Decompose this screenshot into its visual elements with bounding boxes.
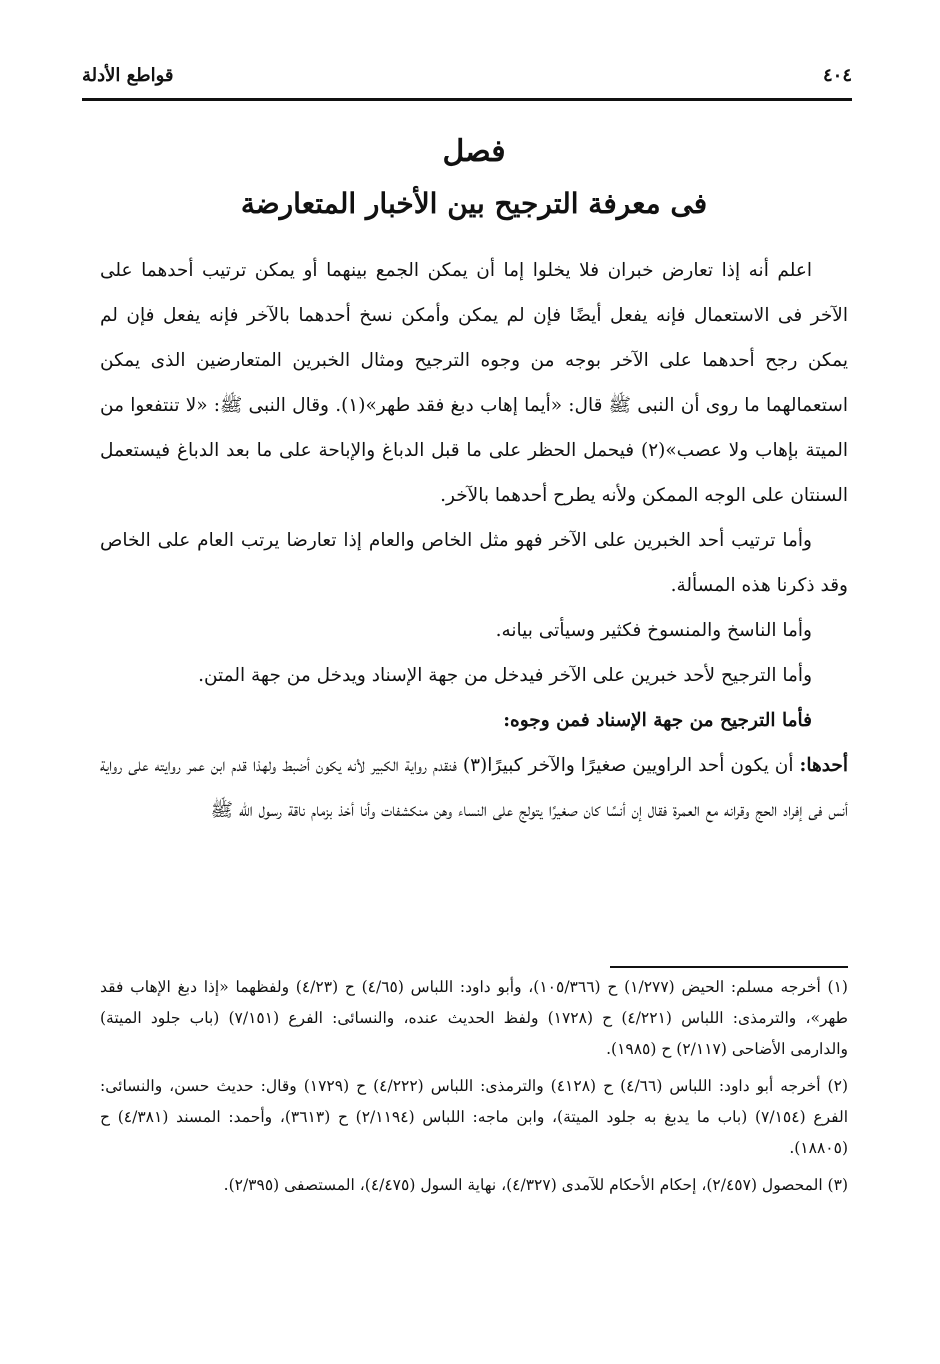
section-subtitle: فى معرفة الترجيح بين الأخبار المتعارضة: [240, 187, 708, 220]
footnote-2: (٢) أخرجه أبو داود: اللباس (٤/٦٦) ح (٤١٢٨) والترمذى: اللباس (٤/٢٢٢) ح (١٧٢٩) وقال: حديث حسن، والنسائى: الفرع (٧/١٥٤) (باب ما يدبغ به جلود الميتة)، وابن ماجه: اللباس (٢/١١٩٤) ح (٣٦١٣)، وأحمد: المسند (٤/٣٨١) ح (١٨٨٠٥).: [100, 1077, 848, 1157]
paragraph-3: وأما الناسخ والمنسوخ فكثير وسيأتى بيانه.: [495, 620, 812, 641]
first-point-text: أن يكون أحد الراويين صغيرًا والآخر كبيرًا(٣) فنقدم رواية الكبير لأنه يكون أضبط ولهذا قدم ابن عمر روايته على رواية أنس فى إفراد الحج وقرانه مع العمرة فقال إن أنسًا كان صغيرًا يتولج على النساء وهن منكشفات وأنا أخذ بزمام ناقة رسول الله ﷺ: [100, 755, 848, 821]
paragraph-4: وأما الترجيح لأحد خبرين على الآخر فيدخل من جهة الإسناد ويدخل من جهة المتن.: [198, 665, 812, 686]
header-rule: [82, 98, 852, 101]
footnote-separator: [610, 966, 848, 968]
book-title: قواطع الأدلة: [82, 64, 174, 86]
footnotes: [100, 972, 848, 1207]
isnad-heading: فأما الترجيح من جهة الإسناد فمن وجوه:: [503, 710, 812, 731]
first-point-lead: أحدها:: [799, 755, 848, 776]
section-title: فصل: [442, 134, 506, 169]
footnote-3: (٣) المحصول (٢/٤٥٧)، إحكام الأحكام للآمدى (٤/٣٢٧)، نهاية السول (٤/٤٧٥)، المستصفى (٢/٣٩٥).: [223, 1176, 848, 1194]
footnote-1: (١) أخرجه مسلم: الحيض (١/٢٧٧) ح (١٠٥/٣٦٦)، وأبو داود: اللباس (٤/٦٥) ح (٤/٢٣) ولفظهما «إذا دبغ الإهاب فقد طهر»، والترمذى: اللباس (٤/٢٢١) ح (١٧٢٨) ولفظ الحديث عنده، والنسائى: الفرع (٧/١٥١) (باب جلود الميتة) والدارمى الأضاحى (٢/١١٧) ح (١٩٨٥).: [100, 978, 848, 1058]
main-text: [100, 128, 848, 833]
body-text: [100, 248, 848, 833]
paragraph-2: وأما ترتيب أحد الخبرين على الآخر فهو مثل الخاص والعام إذا تعارضا يرتب العام على الخاص وقد ذكرنا هذه المسألة.: [100, 530, 848, 596]
first-point: [100, 743, 848, 833]
running-header: [82, 58, 852, 92]
paragraph-1: اعلم أنه إذا تعارض خبران فلا يخلوا إما أن يمكن الجمع بينهما أو يمكن ترتيب أحدهما على الآخر فى الاستعمال فإنه يفعل أيضًا فإن لم يمكن وأمكن نسخ أحدهما بالآخر فإنه يفعل فإن لم يمكن رجح أحدهما على الآخر بوجه من وجوه الترجيح ومثال الخبرين المتعارضين الذى يمكن استعمالهما ما روى أن النبى ﷺ قال: «أيما إهاب دبغ فقد طهر»(١). وقال النبى ﷺ: «لا تنتفعوا من الميتة بإهاب ولا عصب»(٢) فيحمل الحظر على ما قبل الدباغ والإباحة على ما بعد الدباغ فيستعمل السنتان على الوجه الممكن ولأنه يطرح أحدهما بالآخر.: [100, 260, 848, 506]
page-number: ٤٠٤: [822, 64, 852, 86]
